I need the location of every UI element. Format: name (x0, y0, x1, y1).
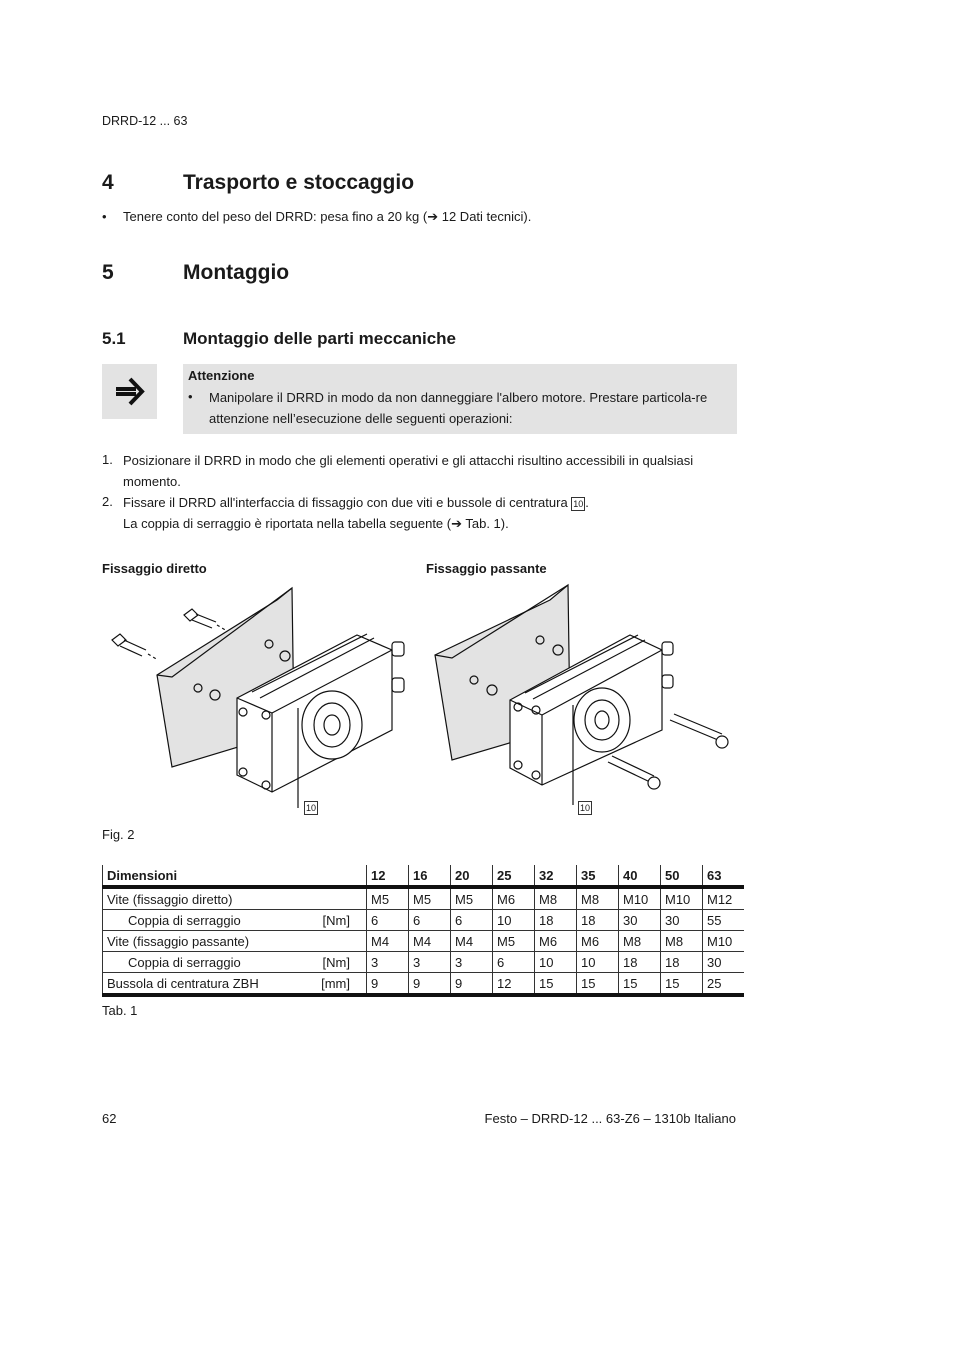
table-header-cell: 40 (619, 865, 661, 887)
row-unit: [mm] (312, 973, 367, 996)
table-cell: 6 (493, 952, 535, 973)
table-cell: 25 (703, 973, 745, 996)
row-label: Vite (fissaggio diretto) (103, 887, 367, 910)
table-header-cell: 12 (367, 865, 409, 887)
figure-caption: Fig. 2 (102, 827, 135, 842)
dimensions-table (102, 865, 744, 997)
table-cell: M8 (577, 887, 619, 910)
table-cell: 9 (409, 973, 451, 996)
table-row (103, 910, 745, 931)
table-header-cell: 35 (577, 865, 619, 887)
table-cell: M10 (661, 887, 703, 910)
note-bullet: • (188, 389, 193, 404)
table-cell: 18 (661, 952, 703, 973)
running-header: DRRD-12 ... 63 (102, 114, 188, 128)
table-cell: M6 (535, 931, 577, 952)
callout-10-right: 10 (579, 803, 590, 813)
table-cell: M4 (451, 931, 493, 952)
section-4-bullet: Tenere conto del peso del DRRD: pesa fino a 20 kg (➔ 12 Dati tecnici). (123, 209, 532, 224)
table-caption: Tab. 1 (102, 1003, 138, 1018)
step-2-text-a: Fissare il DRRD all'interfaccia di fissaggio con due viti e bussole di centratura (123, 495, 572, 510)
table-header-cell: 16 (409, 865, 451, 887)
table-cell: M4 (409, 931, 451, 952)
step-2-text-b: . (585, 495, 589, 510)
table-row (103, 973, 745, 996)
section-5-1-title: Montaggio delle parti meccaniche (183, 329, 457, 348)
table-header-cell: 63 (703, 865, 745, 887)
table-header-cell: 32 (535, 865, 577, 887)
table-cell: M8 (661, 931, 703, 952)
footer-doc: Festo – DRRD-12 ... 63-Z6 – 1310b Italiano (484, 1111, 736, 1126)
table-cell: M10 (619, 887, 661, 910)
section-5-1-number: 5.1 (102, 329, 126, 348)
table-cell: M5 (367, 887, 409, 910)
step-2-text (123, 492, 737, 534)
note-icon-box (102, 364, 157, 419)
table-header-cell: 20 (451, 865, 493, 887)
row-unit: [Nm] (312, 952, 367, 973)
table-row (103, 931, 745, 952)
row-label: Bussola di centratura ZBH (103, 973, 313, 996)
row-label: Coppia di serraggio (103, 952, 313, 973)
table-cell: 3 (367, 952, 409, 973)
table-cell: 18 (577, 910, 619, 931)
section-5-number: 5 (102, 261, 114, 284)
figure-label-direct: Fissaggio diretto (102, 561, 207, 576)
step-2-callout: 10 (573, 498, 584, 509)
through-mounting-illustration (430, 580, 740, 820)
table-row (103, 887, 745, 910)
table-cell: 55 (703, 910, 745, 931)
table-header-row (103, 865, 745, 887)
table-cell: 30 (619, 910, 661, 931)
table-cell: 15 (577, 973, 619, 996)
table-cell: 6 (409, 910, 451, 931)
step-1-number: 1. (102, 452, 113, 467)
table-cell: 30 (661, 910, 703, 931)
step-2-text-c: La coppia di serraggio è riportata nella tabella seguente (➔ Tab. 1). (123, 516, 509, 531)
table-cell: M10 (703, 931, 745, 952)
table-cell: 10 (493, 910, 535, 931)
step-2-number: 2. (102, 494, 113, 509)
section-4-title: Trasporto e stoccaggio (183, 171, 415, 194)
direct-mounting-illustration (102, 580, 412, 820)
table-cell: M5 (493, 931, 535, 952)
table-cell: M8 (619, 931, 661, 952)
table-cell: 15 (661, 973, 703, 996)
table-cell: M12 (703, 887, 745, 910)
table-cell: 10 (535, 952, 577, 973)
step-1-text: Posizionare il DRRD in modo che gli elementi operativi e gli attacchi risultino accessibili in qualsiasi momento. (123, 453, 694, 489)
table-cell: 9 (367, 973, 409, 996)
table-cell: M6 (493, 887, 535, 910)
note-title: Attenzione (188, 368, 255, 383)
row-label: Vite (fissaggio passante) (103, 931, 367, 952)
table-cell: 9 (451, 973, 493, 996)
table-cell: M4 (367, 931, 409, 952)
table-cell: 18 (535, 910, 577, 931)
table-cell: 12 (493, 973, 535, 996)
section-5-title: Montaggio (183, 261, 290, 284)
table-header-cell: 50 (661, 865, 703, 887)
row-unit: [Nm] (312, 910, 367, 931)
table-cell: 3 (451, 952, 493, 973)
table-cell: M6 (577, 931, 619, 952)
table-row (103, 952, 745, 973)
table-cell: M5 (451, 887, 493, 910)
table-header-cell: Dimensioni (103, 865, 367, 887)
table-cell: 6 (367, 910, 409, 931)
table-cell: 15 (535, 973, 577, 996)
arrow-right-icon (102, 364, 157, 419)
table-cell: M8 (535, 887, 577, 910)
attention-note (183, 364, 737, 434)
callout-10-left: 10 (305, 803, 316, 813)
table-cell: 30 (703, 952, 745, 973)
table-cell: 18 (619, 952, 661, 973)
table-cell: 15 (619, 973, 661, 996)
page-number: 62 (102, 1111, 117, 1126)
figure-label-through: Fissaggio passante (426, 561, 547, 576)
note-text: Manipolare il DRRD in modo da non danneggiare l'albero motore. Prestare particola-re attenzione nell’esecuzione delle seguenti operazioni: (209, 390, 708, 426)
table-cell: 6 (451, 910, 493, 931)
section-4-number: 4 (102, 171, 114, 194)
table-cell: M5 (409, 887, 451, 910)
table-cell: 10 (577, 952, 619, 973)
bullet-dot: • (102, 209, 107, 224)
table-header-cell: 25 (493, 865, 535, 887)
table-cell: 3 (409, 952, 451, 973)
row-label: Coppia di serraggio (103, 910, 313, 931)
